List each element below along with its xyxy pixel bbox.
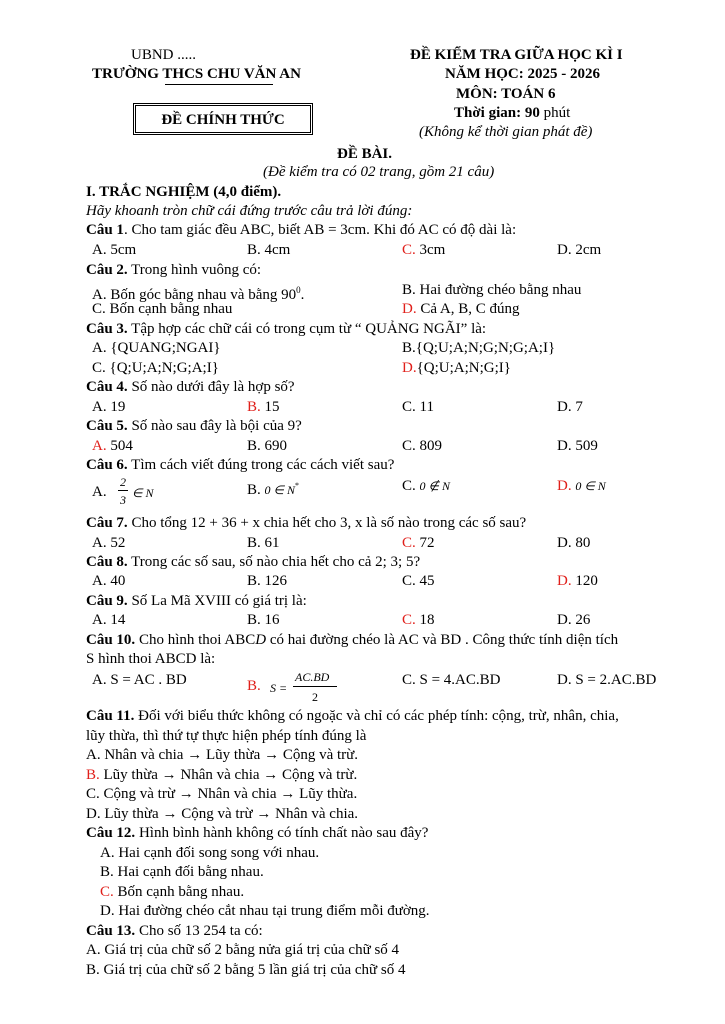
q6-a-numerator: 2 <box>120 475 126 489</box>
question-6: Câu 6. Tìm cách viết đúng trong các cách viết sau? <box>86 457 395 473</box>
q2-option-b: B. Hai đường chéo bằng nhau <box>402 282 582 298</box>
q1-option-a: A. 5cm <box>92 242 137 258</box>
q6-a-expression: ∈ N <box>132 486 154 500</box>
q7-option-d: D. 80 <box>557 535 591 551</box>
question-2: Câu 2. Trong hình vuông có: <box>86 262 262 278</box>
q3-option-c: C. {Q;U;A;N;G;A;I} <box>92 360 219 376</box>
q5-option-a: A. 504 <box>92 438 133 454</box>
q3-option-b: B.{Q;U;A;N;G;N;G;A;I} <box>402 340 556 356</box>
q10-b-fraction-bar <box>293 686 337 687</box>
q6-option-a-letter: A. <box>92 484 107 500</box>
q4-option-d: D. 7 <box>557 399 583 415</box>
q3-option-a: A. {QUANG;NGAI} <box>92 340 221 356</box>
q10-option-a: A. S = AC . BD <box>92 672 187 688</box>
q5-option-c: C. 809 <box>402 438 443 454</box>
question-8: Câu 8. Trong các số sau, số nào chia hết cho cả 2; 3; 5? <box>86 554 421 570</box>
question-1: Câu 1. Cho tam giác đều ABC, biết AB = 3cm. Khi đó AC có độ dài là: <box>86 222 517 238</box>
q3-option-d: D.{Q;U;A;N;G;I} <box>402 360 511 376</box>
q9-option-c: C. 18 <box>402 612 435 628</box>
question-11-cont: lũy thừa, thì thứ tự thực hiện phép tính đúng là <box>86 728 367 744</box>
school-year: NĂM HỌC: 2025 - 2026 <box>445 66 600 82</box>
q12-option-d: D. Hai đường chéo cắt nhau tại trung điểm mỗi đường. <box>100 903 430 919</box>
q9-option-a: A. 14 <box>92 612 126 628</box>
question-10: Câu 10. Cho hình thoi ABCD có hai đường chéo là AC và BD . Công thức tính diện tích <box>86 632 619 648</box>
q7-option-a: A. 52 <box>92 535 126 551</box>
exam-time: Thời gian: 90 phút <box>454 105 571 121</box>
section-heading: I. TRẮC NGHIỆM (4,0 điểm). <box>86 184 282 200</box>
q7-option-c: C. 72 <box>402 535 435 551</box>
q1-option-b: B. 4cm <box>247 242 291 258</box>
q2-option-c: C. Bốn cạnh bằng nhau <box>92 301 233 317</box>
question-5: Câu 5. Số nào sau đây là bội của 9? <box>86 418 302 434</box>
page-subtitle: (Đề kiểm tra có 02 trang, gồm 21 câu) <box>263 164 495 180</box>
school-name: TRƯỜNG THCS CHU VĂN AN <box>92 66 301 82</box>
question-7: Câu 7. Cho tổng 12 + 36 + x chia hết cho 3, x là số nào trong các số sau? <box>86 515 527 531</box>
q11-option-d: D. Lũy thừa → Cộng và trừ → Nhân và chia. <box>86 806 359 822</box>
q10-option-d: D. S = 2.AC.BD <box>557 672 657 688</box>
q9-option-d: D. 26 <box>557 612 591 628</box>
q8-option-d: D. 120 <box>557 573 598 589</box>
q5-option-b: B. 690 <box>247 438 288 454</box>
q11-option-a: A. Nhân và chia → Lũy thừa → Cộng và trừ. <box>86 747 359 763</box>
q10-option-c: C. S = 4.AC.BD <box>402 672 501 688</box>
q6-a-fraction-bar <box>118 490 128 491</box>
q13-option-a: A. Giá trị của chữ số 2 bằng nửa giá trị của chữ số 4 <box>86 942 400 958</box>
question-3: Câu 3. Tập hợp các chữ cái có trong cụm từ “ QUẢNG NGÃI” là: <box>86 321 487 337</box>
q11-option-c: C. Cộng và trừ → Nhân và chia → Lũy thừa. <box>86 786 358 802</box>
question-11: Câu 11. Đối với biểu thức không có ngoặc và chỉ có các phép tính: cộng, trừ, nhân, chia, <box>86 708 619 724</box>
exam-title: ĐỀ KIỂM TRA GIỮA HỌC KÌ I <box>410 47 623 63</box>
q4-option-a: A. 19 <box>92 399 126 415</box>
question-10-cont: S hình thoi ABCD là: <box>86 651 216 667</box>
q13-option-b: B. Giá trị của chữ số 2 bằng 5 lần giá trị của chữ số 4 <box>86 962 406 978</box>
q8-option-c: C. 45 <box>402 573 435 589</box>
q6-a-denominator: 3 <box>120 493 126 507</box>
department-label: UBND ..... <box>131 47 197 63</box>
q8-option-a: A. 40 <box>92 573 126 589</box>
time-note: (Không kể thời gian phát đề) <box>419 124 593 140</box>
q12-option-b: B. Hai cạnh đối bằng nhau. <box>100 864 264 880</box>
q5-option-d: D. 509 <box>557 438 598 454</box>
q12-option-a: A. Hai cạnh đối song song với nhau. <box>100 845 320 861</box>
official-exam-box <box>133 103 313 135</box>
q6-option-d: D. 0 ∈ N <box>557 478 606 494</box>
question-13: Câu 13. Cho số 13 254 ta có: <box>86 923 263 939</box>
q10-b-denominator: 2 <box>312 690 318 704</box>
question-4: Câu 4. Số nào dưới đây là hợp số? <box>86 379 295 395</box>
q1-option-c: C. 3cm <box>402 242 446 258</box>
q10-b-numerator: AC.BD <box>295 670 330 684</box>
q4-option-c: C. 11 <box>402 399 434 415</box>
official-exam-label: ĐỀ CHÍNH THỨC <box>161 112 285 128</box>
q4-option-b: B. 15 <box>247 399 280 415</box>
q2-option-a: A. Bốn góc bằng nhau và bằng $90^0$. <box>92 285 305 303</box>
q12-option-c: C. Bốn cạnh bằng nhau. <box>100 884 245 900</box>
q1-option-d: D. 2cm <box>557 242 602 258</box>
q10-b-s: S = <box>270 681 288 695</box>
q2-option-d: D. Cả A, B, C đúng <box>402 301 520 317</box>
q11-option-b: B. Lũy thừa → Nhân và chia → Cộng và trừ. <box>86 767 358 783</box>
school-underline <box>165 84 273 85</box>
q6-option-b: B. 0 ∈ N* <box>247 481 299 498</box>
section-instruction: Hãy khoanh tròn chữ cái đứng trước câu trả lời đúng: <box>86 203 413 219</box>
question-9: Câu 9. Số La Mã XVIII có giá trị là: <box>86 593 307 609</box>
q8-option-b: B. 126 <box>247 573 288 589</box>
page-title: ĐỀ BÀI. <box>337 146 393 162</box>
q7-option-b: B. 61 <box>247 535 280 551</box>
q10-option-b-letter: B. <box>247 678 261 694</box>
q6-option-c: C. 0 ∉ N <box>402 478 450 494</box>
q9-option-b: B. 16 <box>247 612 280 628</box>
question-12: Câu 12. Hình bình hành không có tính chất nào sau đây? <box>86 825 429 841</box>
subject: MÔN: TOÁN 6 <box>456 86 556 102</box>
